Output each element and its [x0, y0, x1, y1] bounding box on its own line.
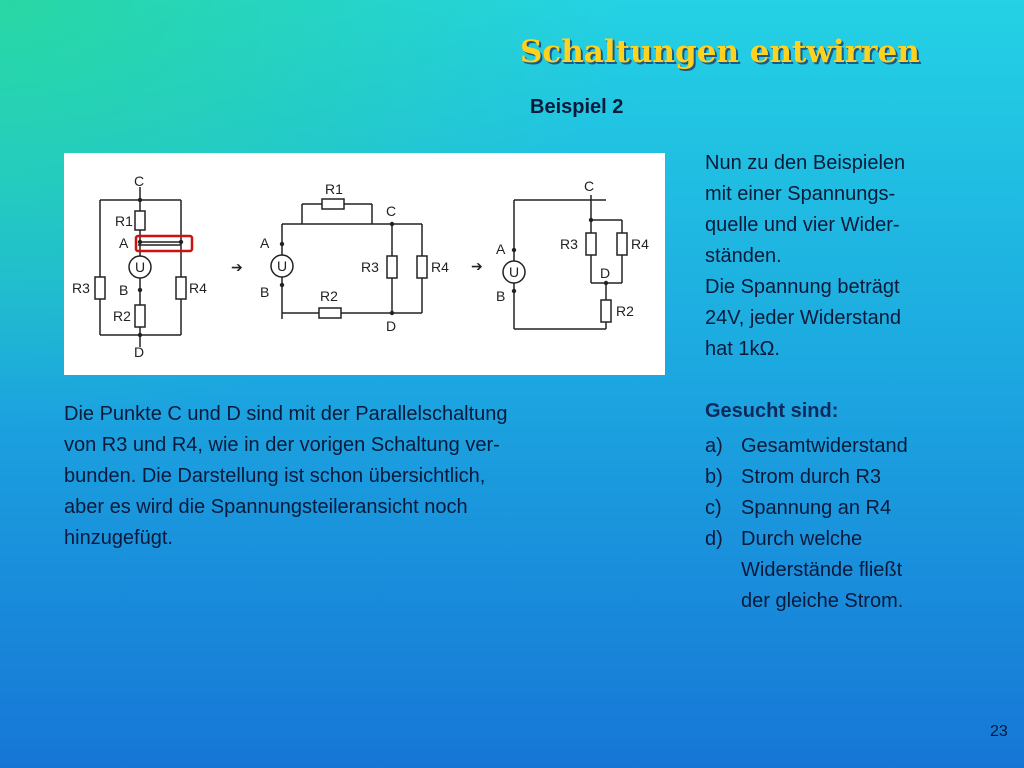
question-text: Strom durch R3: [741, 466, 882, 488]
intro-text: [705, 148, 1005, 365]
intro-line: mit einer Spannungs-: [705, 183, 896, 205]
label-r1-c2: R1: [325, 181, 343, 197]
label-r1-c1: R1: [115, 213, 133, 229]
label-c-c1: C: [134, 173, 145, 189]
label-b-c3: B: [496, 288, 506, 304]
question-item: [705, 524, 1005, 617]
label-d-c3: D: [600, 265, 611, 281]
resistor-r1-c2: [322, 199, 344, 209]
questions-heading: Gesucht sind:: [705, 400, 839, 422]
question-text: Gesamtwiderstand: [741, 435, 908, 457]
label-c-c2: C: [386, 203, 397, 219]
resistor-r1-c1: [135, 211, 145, 230]
label-c-c3: C: [584, 178, 595, 194]
arrow-icon: ➔: [471, 258, 483, 274]
resistor-r4-c1: [176, 277, 186, 299]
page-number: 23: [990, 723, 1008, 740]
intro-line: quelle und vier Wider-: [705, 214, 900, 236]
label-r3-c2: R3: [361, 259, 379, 275]
circuit-svg: [64, 153, 665, 375]
description-line: hinzugefügt.: [64, 527, 173, 549]
question-text: Widerstände fließt: [741, 559, 903, 581]
resistor-r3-c3: [586, 233, 596, 255]
slide-subtitle: Beispiel 2: [530, 96, 624, 118]
label-r2-c3: R2: [616, 303, 634, 319]
label-u-c3: U: [509, 264, 520, 280]
arrow-icon: ➔: [231, 259, 243, 275]
label-d-c2: D: [386, 318, 397, 334]
question-marker: a): [705, 435, 723, 457]
resistor-r2-c1: [135, 305, 145, 327]
label-b-c2: B: [260, 284, 270, 300]
label-r2-c1: R2: [113, 308, 131, 324]
label-b-c1: B: [119, 282, 129, 298]
description-line: aber es wird die Spannungsteileransicht noch: [64, 496, 468, 518]
question-item: [705, 462, 1005, 493]
resistor-r4-c3: [617, 233, 627, 255]
intro-line: 24V, jeder Widerstand: [705, 307, 902, 329]
description-line: bunden. Die Darstellung ist schon übersichtlich,: [64, 465, 486, 487]
resistor-r3-c2: [387, 256, 397, 278]
resistor-r4-c2: [417, 256, 427, 278]
circuit-diagram: [64, 153, 665, 375]
question-text: der gleiche Strom.: [741, 590, 904, 612]
question-marker: c): [705, 497, 722, 519]
resistor-r2-c2: [319, 308, 341, 318]
slide-title: Schaltungen entwirren: [520, 34, 920, 70]
description-text: [64, 399, 664, 554]
label-u-c2: U: [277, 258, 288, 274]
question-item: [705, 431, 1005, 462]
intro-line: Nun zu den Beispielen: [705, 152, 906, 174]
label-r2-c2: R2: [320, 288, 338, 304]
description-line: Die Punkte C und D sind mit der Parallelschaltung: [64, 403, 508, 425]
question-item: [705, 493, 1005, 524]
question-text: Spannung an R4: [741, 497, 892, 519]
label-r3-c1: R3: [72, 280, 90, 296]
questions-list: [705, 431, 1005, 617]
label-a-c1: A: [119, 235, 129, 251]
question-marker: d): [705, 528, 723, 550]
question-text: Durch welche: [741, 528, 863, 550]
intro-line: Die Spannung beträgt: [705, 276, 900, 298]
highlight-box: [136, 236, 192, 251]
label-a-c2: A: [260, 235, 270, 251]
label-r3-c3: R3: [560, 236, 578, 252]
label-r4-c2: R4: [431, 259, 449, 275]
intro-line: ständen.: [705, 245, 782, 267]
label-r4-c3: R4: [631, 236, 649, 252]
resistor-r3-c1: [95, 277, 105, 299]
label-u-c1: U: [135, 259, 146, 275]
label-d-c1: D: [134, 344, 145, 360]
description-line: von R3 und R4, wie in der vorigen Schaltung ver-: [64, 434, 500, 456]
label-a-c3: A: [496, 241, 506, 257]
intro-line: hat 1kΩ.: [705, 338, 780, 360]
resistor-r2-c3: [601, 300, 611, 322]
question-marker: b): [705, 466, 723, 488]
label-r4-c1: R4: [189, 280, 207, 296]
